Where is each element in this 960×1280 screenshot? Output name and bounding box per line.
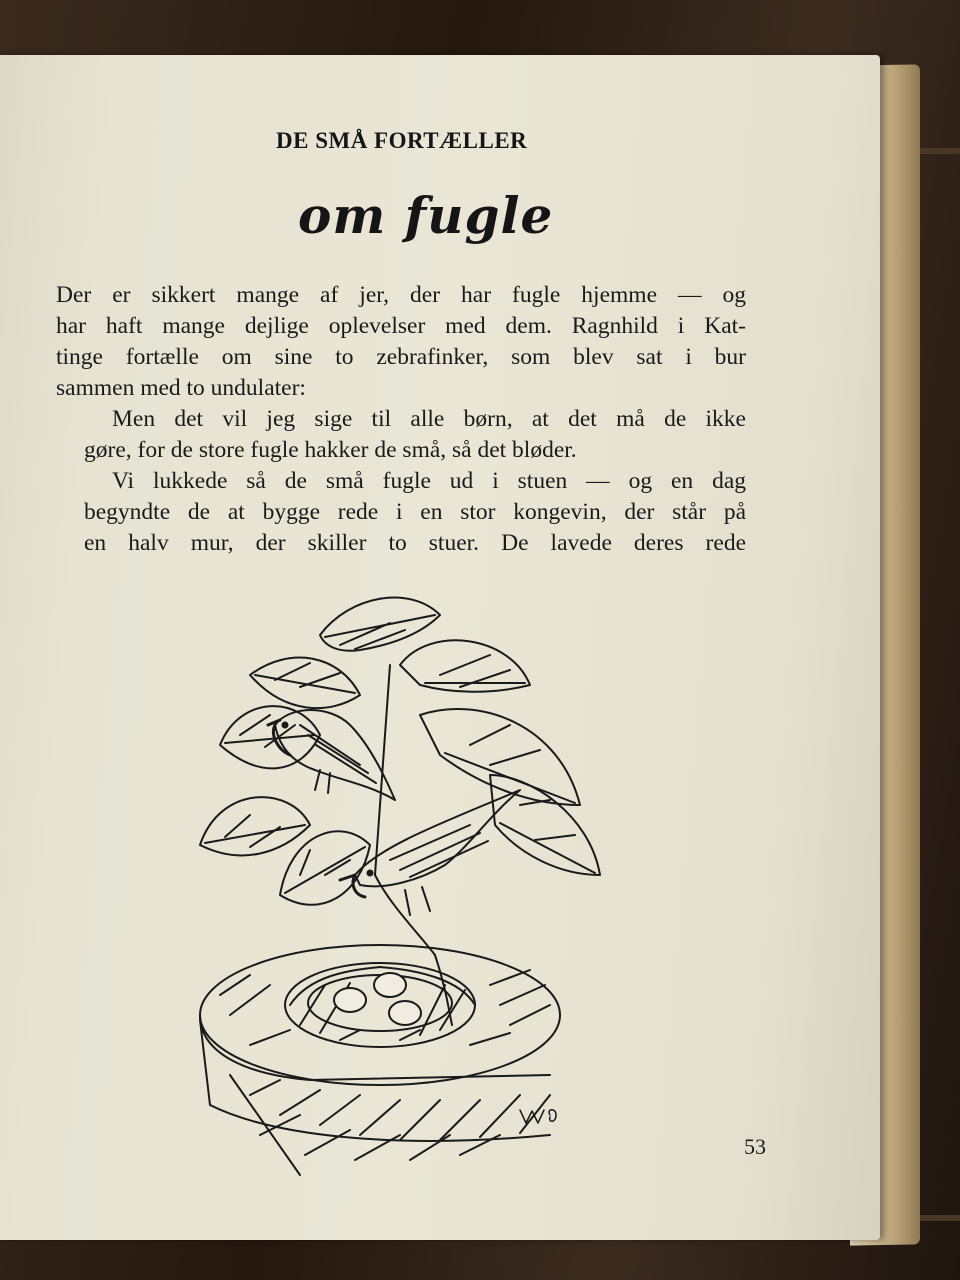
page-number: 53 (744, 1134, 766, 1159)
text-line: en halv mur, der skiller to stuer. De lavede deres rede (84, 530, 746, 556)
birds-nest-illustration-icon (190, 575, 620, 1185)
text-line: Der er sikkert mange af jer, der har fugle hjemme — og (56, 282, 746, 308)
text-line: Vi lukkede så de små fugle ud i stuen — og en dag (112, 468, 746, 494)
text-line: Men det vil jeg sige til alle børn, at det må de ikke (112, 406, 746, 432)
text-line: begyndte de at bygge rede i en stor kongevin, der står på (84, 499, 746, 525)
page-header: DE SMÅ FORTÆLLER (276, 128, 528, 153)
body-text (56, 280, 746, 559)
text-line: gøre, for de store fugle hakker de små, så det bløder. (84, 437, 577, 463)
page-title: om fugle (298, 186, 554, 245)
text-line: sammen med to undulater: (56, 375, 306, 401)
text-line: tinge fortælle om sine to zebrafinker, som blev sat i bur (56, 344, 746, 370)
text-line: har haft mange dejlige oplevelser med dem. Ragnhild i Kat- (56, 313, 746, 339)
